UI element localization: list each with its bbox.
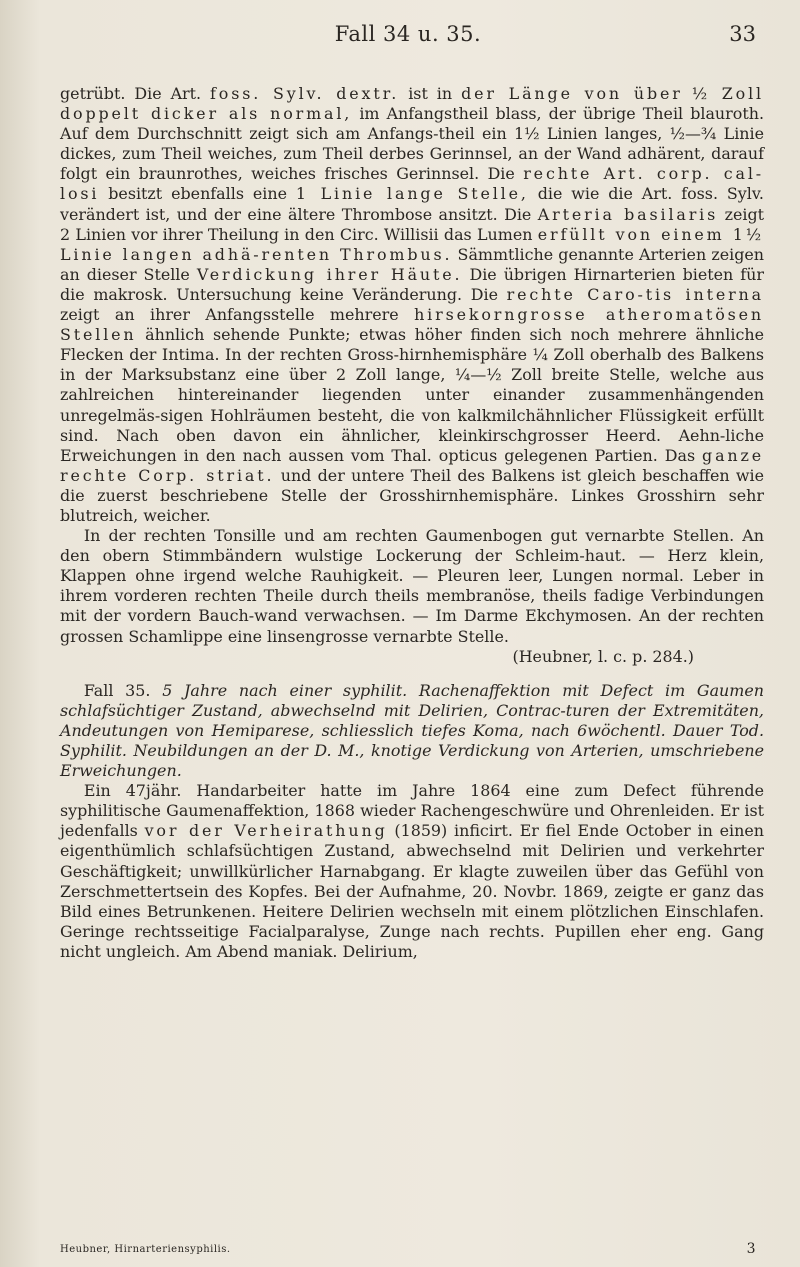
spaced-term: ganze rechte Corp. striat. [60, 445, 764, 485]
text-run: und der untere Theil des Balkens ist gleich beschaffen wie die zuerst beschriebene Stelle der Grosshirnhemisphäre. Linkes Grosshirn sehr blutreich, weicher. [60, 465, 764, 525]
spaced-term: foss. Sylv. dextr. [210, 84, 400, 103]
page-number: 33 [729, 22, 756, 46]
text-run: (1859) inficirt. Er fiel Ende October in einen eigenthümlich schlafsüchtigen Zustand, abwechselnd mit Delirien und verkehrter Geschäftigkeit; unwillkürlicher Harnabgang. Er klagte zuweilen über das Gefühl von Zerschmettertsein des Kopfes. Bei der Aufnahme, 20. Novbr. 1869, zeigte er ganz das Bild eines Betrunkenen. Heitere Delirien wechseln mit einem plötzlichen Einschlafen. Geringe rechtsseitige Facialparalyse, Zunge nach rechts. Pupillen eher eng. Gang nicht ungleich. Am Abend maniak. Delirium, [60, 821, 764, 961]
text-run: im Anfangstheil blass, der übrige Theil blauroth. Auf dem Durchschnitt zeigt sich am Anfangs-theil ein 1½ Linien langes, ½—¾ Linie dickes, zum Theil weiches, zum Theil derbes Gerinnsel, an der Wand adhärent, darauf folgt ein braunrothes, weiches frisches Gerinnsel. Die [60, 104, 764, 184]
signature-line: Heubner, Hirnarteriensyphilis. [60, 1244, 231, 1255]
text-run: die wie die Art. foss. Sylv. verändert ist, und der eine ältere Thrombose ansitzt. Die [60, 184, 764, 224]
case34-paragraph-2: In der rechten Tonsille und am rechten Gaumenbogen gut vernarbte Stellen. An den obern Stimmbändern wulstige Lockerung der Schleim-haut. — Herz klein, Klappen ohne irgend welche Rauhigkeit. — Pleuren leer, Lungen normal. Leber in ihrem vorderen rechten Theile durch theils membranöse, theils fadige Verbindungen mit der vordern Bauch-wand verwachsen. — Im Darme Ekchymosen. An der rechten grossen Schamlippe eine linsengrosse vernarbte Stelle. [60, 526, 764, 646]
text-run: zeigt an ihrer Anfangsstelle mehrere [60, 305, 415, 325]
page-header [60, 14, 756, 54]
citation: (Heubner, l. c. p. 284.) [512, 646, 694, 666]
spaced-term: hirsekorngrosse atheromatösen Stellen [60, 305, 765, 345]
running-title: Fall 34 u. 35. [334, 22, 482, 46]
spaced-term: rechte Caro-tis interna [506, 284, 764, 304]
spaced-term: Verdickung ihrer Häute. [196, 264, 463, 284]
case35-paragraph-1 [60, 781, 764, 962]
spaced-term: ½ Zoll doppelt dicker als normal, [60, 84, 765, 124]
text-run: ist in [399, 84, 462, 103]
spaced-term: rechte Art. corp. cal-losi [60, 164, 764, 204]
spaced-term: erfüllt von einem 1½ Linie langen adhä-renten Thrombus. [60, 224, 764, 264]
spaced-term: vor der Verheirathung [144, 821, 388, 841]
text-run: Die übrigen Hirnarterien bieten für die makrosk. Untersuchung keine Veränderung. Die [60, 264, 764, 304]
text-run: Sämmtliche genannte Arterien zeigen an dieser Stelle [60, 244, 765, 284]
page-body [60, 84, 764, 962]
case35-heading [60, 681, 764, 781]
spaced-term: der Länge von über [461, 84, 683, 103]
sheet-number: 3 [746, 1241, 756, 1257]
page-footer [60, 1241, 756, 1257]
case-label: Fall 35. [83, 680, 151, 700]
text-run: besitzt ebenfalls eine [99, 184, 296, 204]
case-title: 5 Jahre nach einer syphilit. Rachenaffektion mit Defect im Gaumen schlafsüchtiger Zustand, abwechselnd mit Delirien, Contrac-turen der Extremitäten, Andeutungen von Hemiparese, schliesslich tiefes Koma, nach 6wöchentl. Dauer Tod. Syphilit. Neubildungen an der D. M., knotige Verdickung von Arterien, umschriebene Erweichungen. [60, 680, 764, 781]
spaced-term: Arteria basilaris [537, 204, 719, 224]
text-run: getrübt. Die Art. [60, 84, 211, 103]
text-run: Ein 47jähr. Handarbeiter hatte im Jahre 1864 eine zum Defect führende syphilitische Gaumenaffektion, 1868 wieder Rachengeschwüre und Ohrenleiden. Er ist jedenfalls [60, 781, 764, 841]
case34-paragraph-1 [60, 84, 764, 526]
text-run: ähnlich sehende Punkte; etwas höher finden sich noch mehrere ähnliche Flecken der Intima. In der rechten Gross-hirnhemisphäre ¼ Zoll oberhalb des Balkens in der Marksubstanz eine über 2 Zoll lange, ¼—½ Zoll breite Stelle, welche aus zahlreichen hintereinander liegenden unter einander zusammenhängenden unregelmäs-sigen Hohlräumen besteht, die von kalkmilchähnlicher Flüssigkeit erfüllt sind. Nach oben davon ein ähnlicher, kleinkirschgrosser Heerd. Aehn-liche Erweichungen in den nach aussen vom Thal. opticus gelegenen Partien. Das [60, 325, 764, 465]
text-run: zeigt 2 Linien vor ihrer Theilung in den Circ. Willisii das Lumen [60, 204, 764, 244]
spaced-term: 1 Linie lange Stelle, [295, 184, 529, 204]
